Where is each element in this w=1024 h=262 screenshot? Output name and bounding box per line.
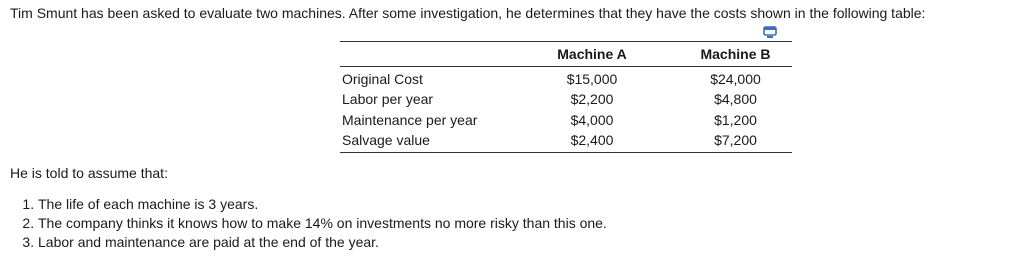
row-label: Maintenance per year: [342, 111, 478, 128]
machine-b-value: $1,200: [714, 111, 757, 128]
list-item: 1. The life of each machine is 3 years.: [38, 195, 607, 214]
machine-b-value: $7,200: [714, 132, 757, 148]
machine-b-value: $4,800: [714, 91, 757, 107]
header-machine-b: Machine B: [700, 46, 771, 62]
problem-intro: Tim Smunt has been asked to evaluate two machines. After some investigation, he determines that they have the costs shown in the following table:: [10, 5, 926, 21]
header-blank: [340, 42, 505, 67]
machine-a-value: $2,400: [570, 132, 614, 148]
assumptions-heading: He is told to assume that:: [10, 165, 168, 181]
row-label: Salvage value: [342, 132, 430, 148]
assumptions-list: [22, 195, 607, 252]
table-header-row: [340, 42, 792, 67]
cost-table: [340, 41, 792, 153]
machine-a-value: $4,000: [570, 111, 614, 128]
row-label: Original Cost: [342, 70, 423, 87]
copy-icon[interactable]: [762, 25, 780, 41]
machine-b-value: $24,000: [710, 70, 761, 87]
row-label: Labor per year: [342, 91, 434, 107]
list-item: 3. Labor and maintenance are paid at the end of the year.: [38, 233, 607, 252]
machine-a-value: $15,000: [566, 70, 618, 87]
table-row: [340, 66, 792, 89]
table-row: [340, 110, 792, 131]
list-item: 2. The company thinks it knows how to make 14% on investments no more risky than this one.: [38, 214, 607, 233]
table-row: [340, 130, 792, 152]
machine-a-value: $2,200: [570, 91, 614, 107]
table-row: [340, 89, 792, 110]
header-machine-a: Machine A: [557, 46, 627, 62]
